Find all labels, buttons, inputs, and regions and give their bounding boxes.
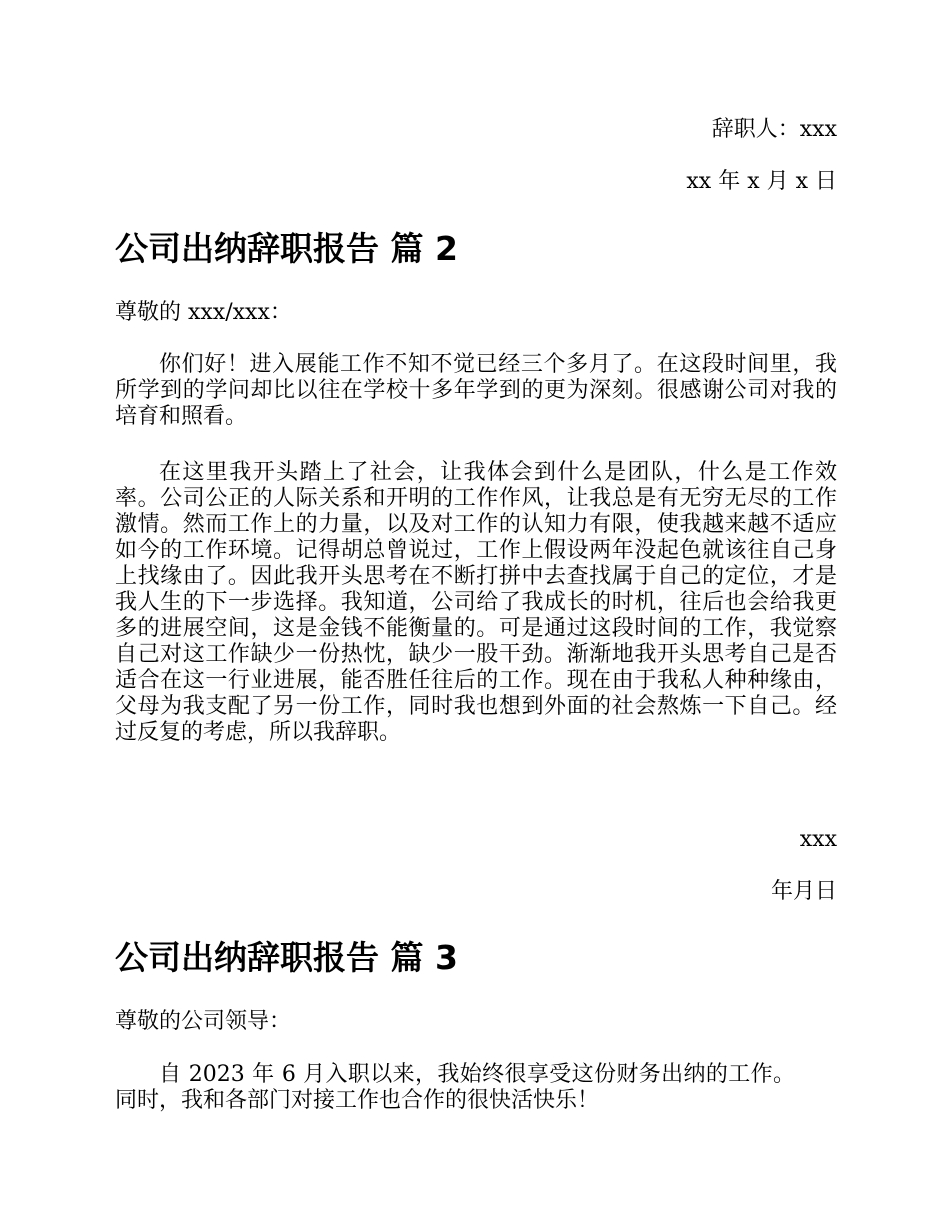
section-3-heading: 公司出纳辞职报告 篇 3 <box>115 938 458 977</box>
section-2-paragraph-1: 你们好！进入展能工作不知不觉已经三个多月了。在这段时间里，我所学到的学问却比以往在学校十多年学到的更为深刻。很感谢公司对我的培育和照看。 <box>115 352 837 429</box>
section-3-paragraph-1: 自 2023 年 6 月入职以来，我始终很享受这份财务出纳的工作。同时，我和各部门对接工作也合作的很快活快乐！ <box>115 1062 795 1113</box>
document-page <box>115 0 837 1230</box>
section-2-heading: 公司出纳辞职报告 篇 2 <box>115 229 458 268</box>
section-2-date: 年月日 <box>770 879 837 904</box>
section-2-salutation: 尊敬的 xxx/xxx： <box>115 300 292 325</box>
section-2-paragraph-2: 在这里我开头踏上了社会，让我体会到什么是团队，什么是工作效率。公司公正的人际关系和开明的工作作风，让我总是有无穷无尽的工作激情。然而工作上的力量，以及对工作的认知力有限，使我越来越不适应如今的工作环境。记得胡总曾说过，工作上假设两年没起色就该往自己身上找缘由了。因此我开头思考在不断打拼中去查找属于自己的定位，才是我人生的下一步选择。我知道，公司给了我成长的时机，往后也会给我更多的进展空间，这是金钱不能衡量的。可是通过这段时间的工作，我觉察自己对这工作缺少一份热忱，缺少一股干劲。渐渐地我开头思考自己是否适合在这一行业进展，能否胜任往后的工作。现在由于我私人种种缘由，父母为我支配了另一份工作，同时我也想到外面的社会熬炼一下自己。经过反复的考虑，所以我辞职。 <box>115 460 837 745</box>
previous-signature: 辞职人：xxx <box>711 117 837 142</box>
section-3-salutation: 尊敬的公司领导： <box>115 1009 292 1034</box>
previous-date: xx 年 x 月 x 日 <box>686 169 837 194</box>
section-2-signature: xxx <box>799 827 837 852</box>
